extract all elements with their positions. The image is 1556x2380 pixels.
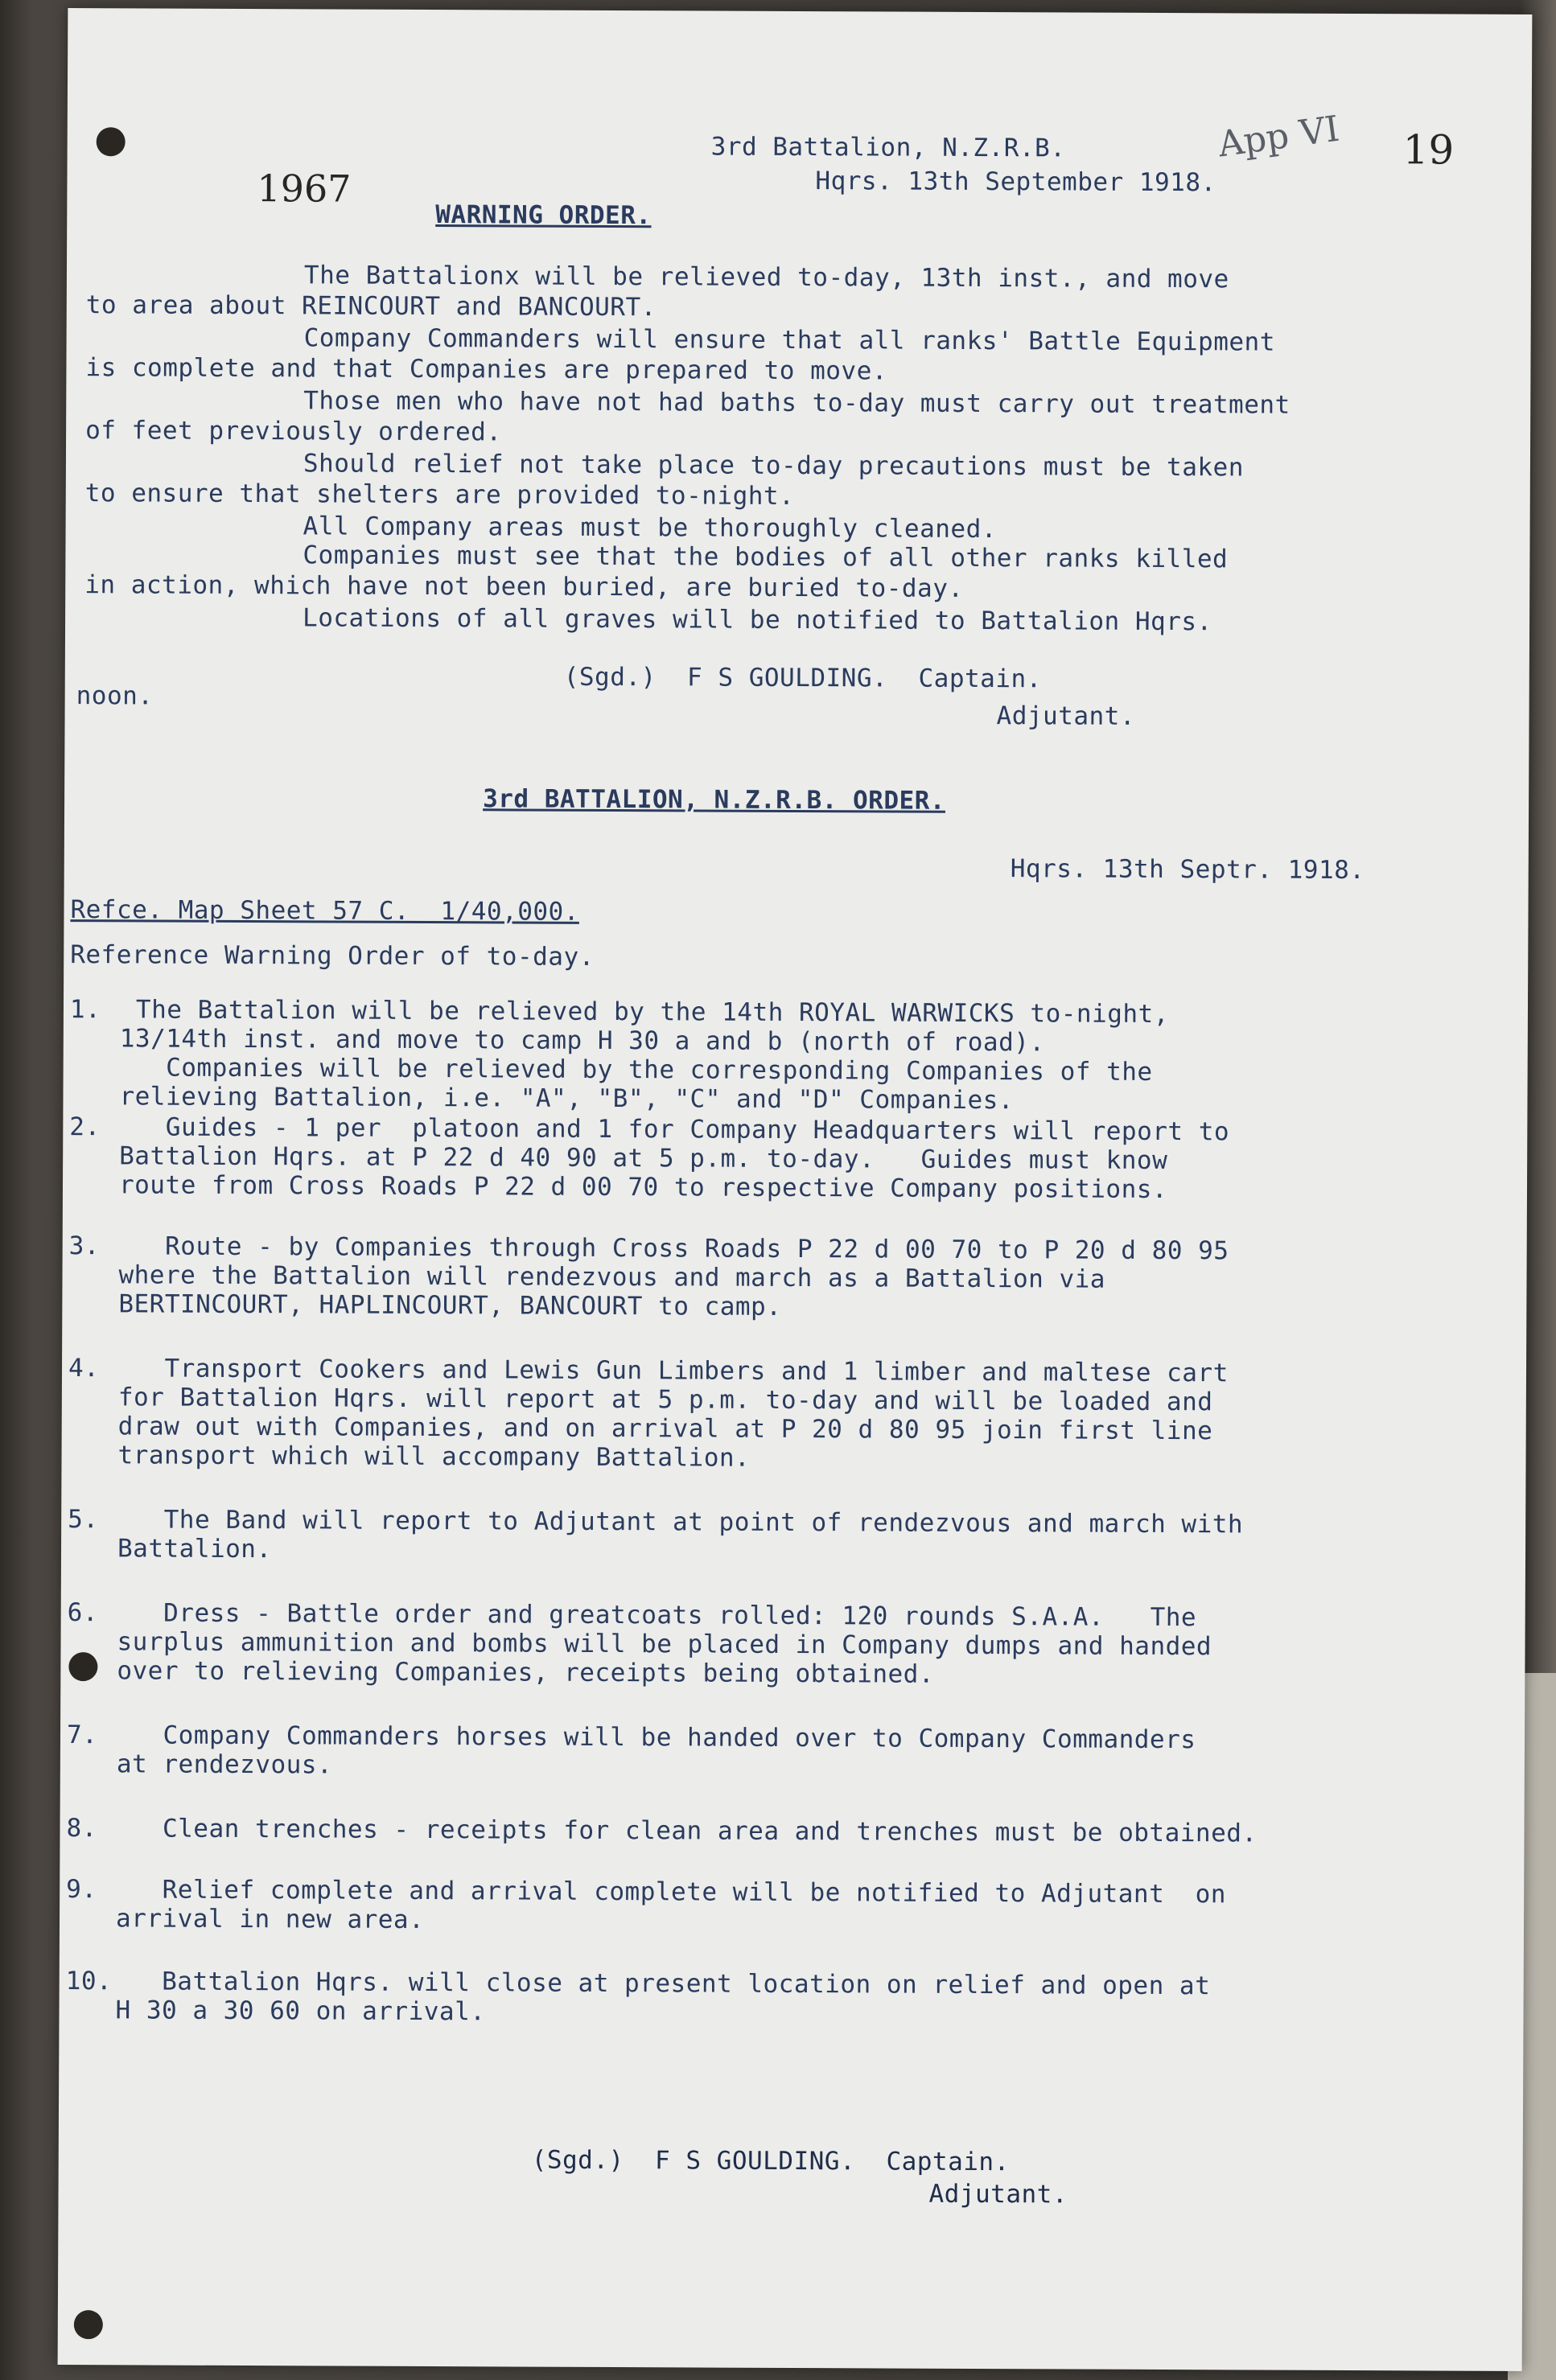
item-line: Company Commanders horses will be handed over to Company Commanders <box>116 1720 1196 1755</box>
item-line: over to relieving Companies, receipts being obtained. <box>117 1656 935 1689</box>
punch-hole-bottom <box>74 2310 103 2339</box>
warning-signature: (Sgd.) F S GOULDING. Captain. <box>563 662 1042 694</box>
warning-line-11: in action, which have not been buried, are buried to-day. <box>84 570 964 603</box>
item-number: 5. <box>68 1505 99 1535</box>
warning-line-9: All Company areas must be thoroughly cleaned. <box>303 512 998 545</box>
item-number: 4. <box>68 1354 100 1383</box>
item-number: 6. <box>67 1598 99 1628</box>
item-line: draw out with Companies, and on arrival at P 20 d 80 95 join first line <box>117 1412 1213 1446</box>
punch-hole-middle <box>68 1652 97 1681</box>
item-line: H 30 a 30 60 on arrival. <box>115 1996 486 2027</box>
punch-hole-top <box>97 127 126 156</box>
warning-order-title: WARNING ORDER. <box>435 200 652 231</box>
item-line: route from Cross Roads P 22 d 00 70 to respective Company positions. <box>118 1170 1168 1205</box>
warning-line-4: is complete and that Companies are prepared to move. <box>85 353 888 386</box>
item-line: Clean trenches - receipts for clean area and trenches must be obtained. <box>116 1814 1258 1848</box>
item-number: 1. <box>69 995 101 1025</box>
warning-rank: Adjutant. <box>996 701 1136 731</box>
item-line: relieving Battalion, i.e. "A", "B", "C" and "D" Companies. <box>119 1082 1015 1116</box>
item-number: 9. <box>66 1875 97 1905</box>
warning-order-reference: Reference Warning Order of to-day. <box>70 940 595 972</box>
warning-line-12: Locations of all graves will be notified to Battalion Hqrs. <box>303 603 1212 637</box>
warning-line-2: to area about REINCOURT and BANCOURT. <box>85 290 657 323</box>
item-line: Guides - 1 per platoon and 1 for Company Headquarters will report to <box>119 1112 1230 1147</box>
item-line: The Battalion will be relieved by the 14th ROYAL WARWICKS to-night, <box>135 995 1170 1030</box>
item-line: Transport Cookers and Lewis Gun Limbers and 1 limber and maltese cart <box>117 1354 1229 1388</box>
order-signature: (Sgd.) F S GOULDING. Captain. <box>531 2145 1010 2177</box>
item-line: Battalion Hqrs. will close at present location on relief and open at <box>115 1967 1211 2001</box>
map-reference: Refce. Map Sheet 57 C. 1/40,000. <box>70 895 579 927</box>
warning-line-10: Companies must see that the bodies of all other ranks killed <box>303 541 1229 574</box>
document-sheet <box>58 8 1533 2371</box>
warning-line-3: Company Commanders will ensure that all ranks' Battle Equipment <box>303 323 1275 357</box>
item-line: Dress - Battle order and greatcoats rolled: 120 rounds S.A.A. The <box>117 1598 1197 1633</box>
item-line: BERTINCOURT, HAPLINCOURT, BANCOURT to camp. <box>118 1289 782 1322</box>
warning-line-6: of feet previously ordered. <box>85 416 502 447</box>
item-line: Relief complete and arrival complete will be notified to Adjutant on <box>116 1875 1227 1909</box>
item-line: Route - by Companies through Cross Roads P 22 d 00 70 to P 20 d 80 95 <box>118 1231 1229 1266</box>
item-line: for Battalion Hqrs. will report at 5 p.m. to-day and will be loaded and <box>117 1383 1213 1417</box>
item-line: surplus ammunition and bombs will be placed in Company dumps and handed <box>117 1627 1212 1662</box>
item-number: 3. <box>68 1231 101 1261</box>
item-number: 2. <box>69 1112 101 1142</box>
header-date: Hqrs. 13th September 1918. <box>815 166 1216 198</box>
file-number: 1967 <box>257 166 352 211</box>
item-line: 13/14th inst. and move to camp H 30 a and b (north of road). <box>119 1024 1045 1058</box>
item-line: where the Battalion will rendezvous and march as a Battalion via <box>118 1260 1106 1294</box>
warning-line-7: Should relief not take place to-day precautions must be taken <box>303 449 1244 483</box>
item-line: arrival in new area. <box>115 1904 425 1934</box>
warning-line-5: Those men who have not had baths to-day must carry out treatment <box>303 386 1290 420</box>
unit-name: 3rd Battalion, N.Z.R.B. <box>710 132 1066 163</box>
item-line: Companies will be relieved by the corresponding Companies of the <box>119 1053 1153 1087</box>
warning-line-1: The Battalionx will be relieved to-day, 13th inst., and move <box>303 261 1229 294</box>
item-line: at rendezvous. <box>116 1749 333 1780</box>
item-line: transport which will accompany Battalion. <box>117 1441 751 1473</box>
item-number: 10. <box>65 1967 113 1996</box>
warning-line-8: to ensure that shelters are provided to-night. <box>84 479 795 511</box>
item-line: The Band will report to Adjutant at point of rendezvous and march with <box>117 1505 1244 1539</box>
item-line: Battalion Hqrs. at P 22 d 40 90 at 5 p.m. to-day. Guides must know <box>119 1141 1168 1176</box>
handwritten-annotation: App VI <box>1215 108 1342 166</box>
order-rank: Adjutant. <box>928 2179 1068 2209</box>
warning-time: noon. <box>76 681 154 711</box>
item-line: Battalion. <box>117 1534 272 1564</box>
page-number: 19 <box>1402 126 1455 174</box>
battalion-order-title: 3rd BATTALION, N.Z.R.B. ORDER. <box>483 784 946 816</box>
battalion-order-date: Hqrs. 13th Septr. 1918. <box>1010 854 1365 886</box>
item-number: 7. <box>66 1720 98 1750</box>
item-number: 8. <box>66 1814 97 1844</box>
